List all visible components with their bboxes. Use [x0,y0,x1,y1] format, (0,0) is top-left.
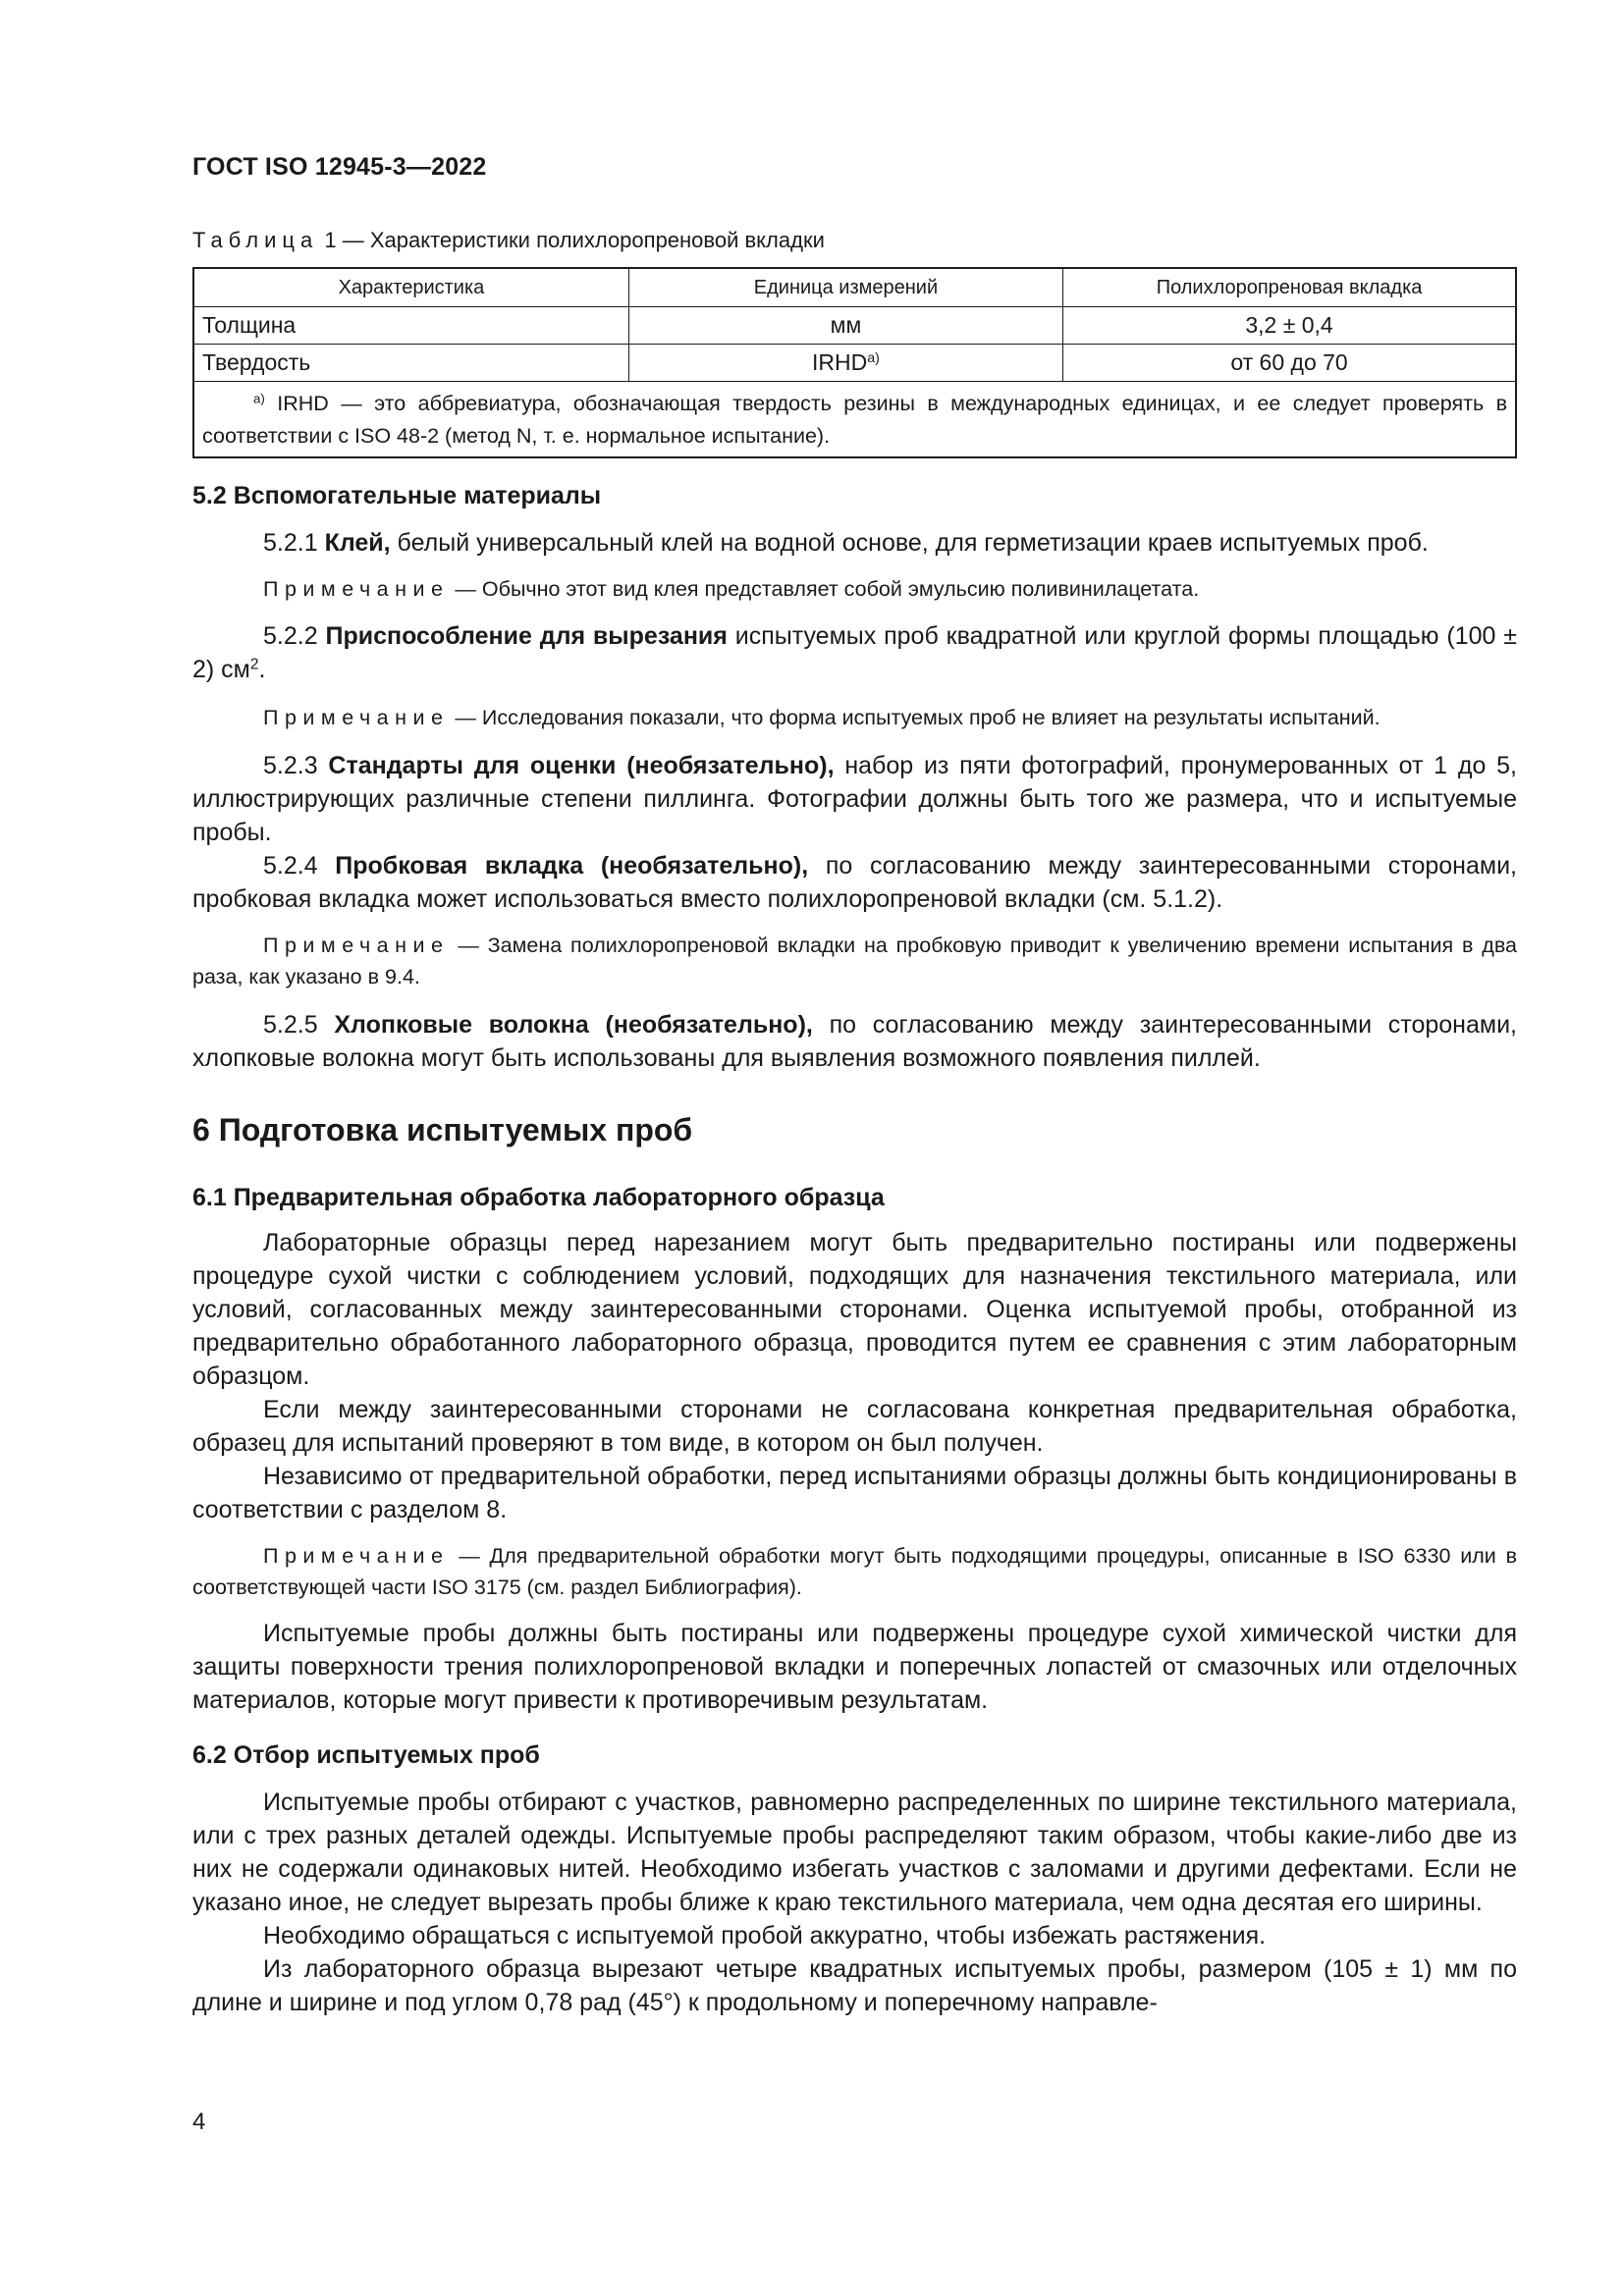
superscript: 2 [249,656,259,673]
clause-5-2-5 [192,1008,1517,1075]
note-text: — Замена полихлоропреновой вкладки на пробковую приводит к увеличению времени испытания в два раза, как указано в 9.4. [192,934,1517,988]
note-5-2-4 [192,930,1517,992]
paragraph: Лабораторные образцы перед нарезанием могут быть предварительно постираны или подвержены процедуре сухой чистки с соблюдением условий, подходящих для назначения текстильного материала, или условий, согласованных между заинтересованными сторонами. Оценка испытуемой пробы, отобранной из предварительно обработанного лабораторного образца, проводится путем ее сравнения с этим лабораторным образцом. [192,1229,1517,1390]
unit-text: IRHD [812,349,868,375]
table-footnote [193,382,1516,458]
clause-number: 5.2.3 [263,752,329,779]
note-label: Примечание [263,577,450,601]
clause-number: 5.2.5 [263,1011,335,1039]
section-heading-6: 6 Подготовка испытуемых проб [192,1112,693,1148]
unit-text: мм [830,312,862,338]
unit-sup: a) [867,350,880,367]
paragraph: Если между заинтересованными сторонами не согласована конкретная предварительная обработка, образец для испытаний проверяют в том виде, в котором он был получен. [192,1396,1517,1457]
table-caption [192,228,825,253]
clause-end: . [258,656,266,683]
table-row [193,345,1516,382]
note-label: Примечание [263,934,450,957]
cell-value: от 60 до 70 [1063,345,1516,382]
characteristics-table [192,267,1517,458]
note-text: — Для предварительной обработки могут быть подходящими процедуры, описанные в ISO 6330 или в соответствующей части ISO 3175 (см. раздел Библиография). [192,1544,1517,1599]
paragraph: Из лабораторного образца вырезают четыре квадратных испытуемых пробы, размером (105 ± 1) мм по длине и ширине и под углом 0,78 рад (45°) к продольному и поперечному направле- [192,1955,1517,2016]
column-header: Полихлоропреновая вкладка [1063,268,1516,307]
page-number: 4 [192,2109,206,2135]
table-header-row [193,268,1516,307]
cell-characteristic: Твердость [193,345,628,382]
cell-characteristic: Толщина [193,307,628,345]
note-label: Примечание [263,1544,450,1568]
section-heading-6-2: 6.2 Отбор испытуемых проб [192,1741,540,1769]
table-caption-text: 1 — Характеристики полихлоропреновой вкладки [318,228,825,252]
paragraph: Необходимо обращаться с испытуемой пробой аккуратно, чтобы избежать растяжения. [263,1922,1267,1949]
clause-5-2-2 [192,619,1517,686]
clause-text: белый универсальный клей на водной основе, для герметизации краев испытуемых проб. [390,529,1429,557]
document-body [192,471,1517,2019]
table-caption-label: Таблица [192,228,319,252]
cell-value: 3,2 ± 0,4 [1063,307,1516,345]
clause-text: по согласованию между заинтересованными сторонами, хлопковые волокна могут быть использованы для выявления возможного появления пиллей. [192,1011,1517,1072]
paragraph: Независимо от предварительной обработки, перед испытаниями образцы должны быть кондиционированы в соответствии с разделом 8. [192,1463,1517,1523]
clause-term: Хлопковые волокна (необязательно), [334,1011,813,1039]
section-heading-6-1: 6.1 Предварительная обработка лабораторного образца [192,1184,885,1211]
column-header: Единица измерений [628,268,1062,307]
clause-term: Стандарты для оценки (необязательно), [328,752,835,779]
paragraph: Испытуемые пробы отбирают с участков, равномерно распределенных по ширине текстильного материала, или с трех разных деталей одежды. Испытуемые пробы распределяют таким образом, чтобы какие-либо две из них не содержали одинаковых нитей. Необходимо избегать участков с заломами и другими дефектами. Если не указано иное, не следует вырезать пробы ближе к краю текстильного материала, чем одна десятая его ширины. [192,1789,1517,1916]
clause-number: 5.2.1 [263,529,325,557]
note-text: — Исследования показали, что форма испытуемых проб не влияет на результаты испытаний. [449,706,1380,729]
table-footnote-row [193,382,1516,458]
clause-term: Приспособление для вырезания [325,622,728,650]
clause-5-2-1 [192,526,1517,560]
section-heading-5-2: 5.2 Вспомогательные материалы [192,482,602,509]
clause-text: испытуемых проб квадратной или круглой формы площадью (100 ± 2) см [192,622,1517,683]
clause-number: 5.2.2 [263,622,326,650]
table-row [193,307,1516,345]
clause-5-2-4 [192,849,1517,916]
clause-text: по согласованию между заинтересованными сторонами, пробковая вкладка может использоваться вместо полихлоропреновой вкладки (см. 5.1.2). [192,852,1517,913]
paragraph: Испытуемые пробы должны быть постираны или подвержены процедуре сухой химической чистки для защиты поверхности трения полихлоропреновой вкладки и поперечных лопастей от смазочных или отделочных материалов, которые могут привести к противоречивым результатам. [192,1620,1517,1714]
clause-number: 5.2.4 [263,852,336,880]
note-6-1 [192,1540,1517,1603]
footnote-mark: a) [253,391,265,406]
clause-term: Клей, [324,529,391,557]
cell-unit [628,345,1062,382]
note-label: Примечание [263,706,450,729]
column-header: Характеристика [193,268,628,307]
note-text: — Обычно этот вид клея представляет собой эмульсию поливинилацетата. [449,577,1200,601]
document-code: ГОСТ ISO 12945-3—2022 [192,153,487,181]
clause-5-2-3 [192,749,1517,849]
note-5-2-1 [192,573,1517,605]
clause-term: Пробковая вкладка (необязательно), [335,852,809,880]
footnote-text: IRHD — это аббревиатура, обозначающая твердость резины в международных единицах, и ее следует проверять в соответствии с ISO 48-2 (метод N, т. е. нормальное испытание). [202,392,1507,448]
note-5-2-2 [192,702,1517,733]
clause-text: набор из пяти фотографий, пронумерованных от 1 до 5, иллюстрирующих различные степени пиллинга. Фотографии должны быть того же размера, что и испытуемые пробы. [192,752,1517,846]
cell-unit [628,307,1062,345]
